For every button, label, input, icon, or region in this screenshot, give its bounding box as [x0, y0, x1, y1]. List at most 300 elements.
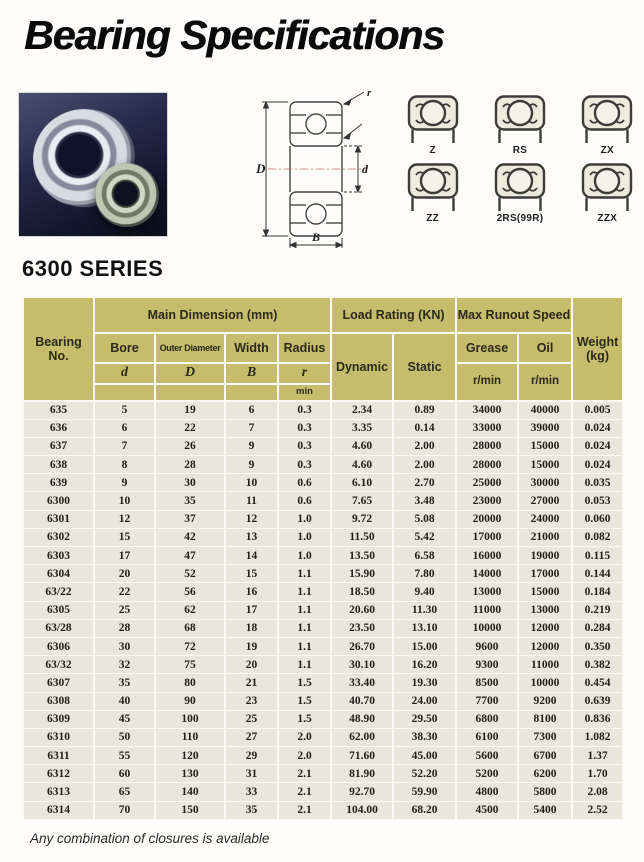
table-cell: 1.0	[278, 528, 331, 546]
symbol-bore: d	[94, 363, 155, 384]
table-cell: 0.639	[572, 692, 623, 710]
table-cell: 1.37	[572, 747, 623, 765]
table-cell: 0.219	[572, 601, 623, 619]
table-cell: 0.053	[572, 492, 623, 510]
table-cell: 10	[225, 474, 278, 492]
table-cell: 6314	[23, 801, 94, 819]
table-cell: 9.40	[393, 583, 456, 601]
table-cell: 6100	[456, 728, 518, 746]
table-cell: 6307	[23, 674, 94, 692]
table-cell: 12	[225, 510, 278, 528]
table-body	[23, 401, 623, 819]
table-cell: 55	[94, 747, 155, 765]
table-row	[23, 710, 623, 728]
table-cell: 13.10	[393, 619, 456, 637]
table-cell: 1.0	[278, 547, 331, 565]
table-cell: 26	[155, 437, 225, 455]
table-cell: 17000	[518, 565, 572, 583]
table-cell: 140	[155, 783, 225, 801]
table-cell: 75	[155, 656, 225, 674]
table-cell: 0.184	[572, 583, 623, 601]
table-cell: 6306	[23, 637, 94, 655]
table-cell: 9	[225, 456, 278, 474]
table-cell: 6310	[23, 728, 94, 746]
table-cell: 63/22	[23, 583, 94, 601]
table-cell: 20000	[456, 510, 518, 528]
table-cell: 23.50	[331, 619, 393, 637]
table-cell: 20.60	[331, 601, 393, 619]
footnote: Any combination of closures is available	[30, 831, 270, 846]
table-row	[23, 619, 623, 637]
table-cell: 20	[225, 656, 278, 674]
table-cell: 100	[155, 710, 225, 728]
table-row	[23, 565, 623, 583]
table-cell: 2.00	[393, 437, 456, 455]
table-cell: 11000	[456, 601, 518, 619]
table-cell: 12	[94, 510, 155, 528]
table-cell: 33000	[456, 419, 518, 437]
table-cell: 1.1	[278, 601, 331, 619]
table-cell: 635	[23, 401, 94, 419]
closure-label: 2RS(99R)	[496, 213, 544, 224]
table-row	[23, 528, 623, 546]
table-cell: 0.3	[278, 437, 331, 455]
table-cell: 19000	[518, 547, 572, 565]
table-cell: 12000	[518, 619, 572, 637]
closure-bearing-icon	[492, 94, 548, 144]
table-cell: 29	[225, 747, 278, 765]
table-cell: 34000	[456, 401, 518, 419]
closure-type-zzx	[573, 162, 642, 224]
table-cell: 30000	[518, 474, 572, 492]
closure-bearing-icon	[492, 162, 548, 212]
table-cell: 5600	[456, 747, 518, 765]
table-cell: 4800	[456, 783, 518, 801]
label-width: B	[312, 230, 321, 244]
table-cell: 0.89	[393, 401, 456, 419]
table-cell: 6302	[23, 528, 94, 546]
closure-bearing-icon	[579, 94, 635, 144]
table-cell: 6.10	[331, 474, 393, 492]
table-cell: 16.20	[393, 656, 456, 674]
table-cell: 21000	[518, 528, 572, 546]
table-cell: 80	[155, 674, 225, 692]
table-cell: 4500	[456, 801, 518, 819]
table-cell: 35	[94, 674, 155, 692]
table-cell: 636	[23, 419, 94, 437]
table-row	[23, 437, 623, 455]
table-cell: 7	[94, 437, 155, 455]
table-cell: 150	[155, 801, 225, 819]
table-cell: 1.1	[278, 583, 331, 601]
table-cell: 10000	[456, 619, 518, 637]
table-cell: 40.70	[331, 692, 393, 710]
table-cell: 6312	[23, 765, 94, 783]
table-cell: 13000	[456, 583, 518, 601]
table-cell: 6308	[23, 692, 94, 710]
table-cell: 0.024	[572, 419, 623, 437]
table-cell: 48.90	[331, 710, 393, 728]
table-cell: 32	[94, 656, 155, 674]
empty-header-cell	[155, 384, 225, 401]
closure-type-z	[398, 94, 467, 156]
table-cell: 2.34	[331, 401, 393, 419]
group-header-main-dimension: Main Dimension (mm)	[94, 297, 331, 333]
table-row	[23, 747, 623, 765]
table-cell: 0.060	[572, 510, 623, 528]
table-cell: 15000	[518, 456, 572, 474]
table-cell: 15.00	[393, 637, 456, 655]
table-cell: 8500	[456, 674, 518, 692]
table-cell: 15000	[518, 583, 572, 601]
table-row	[23, 456, 623, 474]
table-cell: 0.454	[572, 674, 623, 692]
table-cell: 0.115	[572, 547, 623, 565]
table-cell: 0.382	[572, 656, 623, 674]
table-row	[23, 765, 623, 783]
table-cell: 7.65	[331, 492, 393, 510]
table-cell: 15000	[518, 437, 572, 455]
table-cell: 1.1	[278, 637, 331, 655]
col-header-width: Width	[225, 333, 278, 363]
table-cell: 5400	[518, 801, 572, 819]
table-cell: 14	[225, 547, 278, 565]
table-cell: 26.70	[331, 637, 393, 655]
table-cell: 23	[225, 692, 278, 710]
table-cell: 0.024	[572, 456, 623, 474]
page-title: Bearing Specifications	[24, 12, 445, 58]
table-cell: 0.3	[278, 419, 331, 437]
table-cell: 30	[155, 474, 225, 492]
table-cell: 6300	[23, 492, 94, 510]
table-cell: 40000	[518, 401, 572, 419]
table-cell: 35	[155, 492, 225, 510]
table-cell: 1.70	[572, 765, 623, 783]
table-cell: 0.836	[572, 710, 623, 728]
table-cell: 0.3	[278, 456, 331, 474]
table-cell: 0.14	[393, 419, 456, 437]
table-cell: 9600	[456, 637, 518, 655]
col-header-dynamic: Dynamic	[331, 333, 393, 401]
table-cell: 63/32	[23, 656, 94, 674]
table-cell: 45	[94, 710, 155, 728]
col-header-bearing-no: Bearing No.	[23, 297, 94, 401]
table-cell: 2.1	[278, 801, 331, 819]
table-cell: 13	[225, 528, 278, 546]
table-row	[23, 510, 623, 528]
symbol-width: B	[225, 363, 278, 384]
table-cell: 59.90	[393, 783, 456, 801]
table-cell: 15	[94, 528, 155, 546]
table-cell: 6304	[23, 565, 94, 583]
table-cell: 0.005	[572, 401, 623, 419]
closure-types-grid	[398, 94, 642, 224]
closure-label: Z	[429, 145, 436, 156]
closure-type-zx	[573, 94, 642, 156]
table-cell: 9	[94, 474, 155, 492]
table-cell: 0.3	[278, 401, 331, 419]
radius-min-label: min	[278, 384, 331, 401]
closure-label: ZX	[600, 145, 615, 156]
table-cell: 11.50	[331, 528, 393, 546]
table-row	[23, 692, 623, 710]
table-cell: 10000	[518, 674, 572, 692]
table-row	[23, 783, 623, 801]
table-cell: 6305	[23, 601, 94, 619]
small-bearing-image	[95, 163, 159, 227]
table-header	[23, 297, 623, 401]
closure-type-rs	[485, 94, 554, 156]
table-cell: 6200	[518, 765, 572, 783]
table-cell: 38.30	[393, 728, 456, 746]
table-cell: 104.00	[331, 801, 393, 819]
table-cell: 70	[94, 801, 155, 819]
table-cell: 52	[155, 565, 225, 583]
table-row	[23, 656, 623, 674]
col-header-outer-diameter: Outer Diameter	[155, 333, 225, 363]
table-row	[23, 419, 623, 437]
table-cell: 22	[94, 583, 155, 601]
table-cell: 0.035	[572, 474, 623, 492]
table-cell: 72	[155, 637, 225, 655]
table-cell: 6313	[23, 783, 94, 801]
table-cell: 15	[225, 565, 278, 583]
closure-type-zz	[398, 162, 467, 224]
table-cell: 2.08	[572, 783, 623, 801]
col-header-radius: Radius	[278, 333, 331, 363]
table-cell: 17	[94, 547, 155, 565]
table-cell: 0.024	[572, 437, 623, 455]
table-cell: 22	[155, 419, 225, 437]
table-cell: 3.48	[393, 492, 456, 510]
empty-header-cell	[94, 384, 155, 401]
table-cell: 638	[23, 456, 94, 474]
table-cell: 35	[225, 801, 278, 819]
col-header-weight: Weight (kg)	[572, 297, 623, 401]
table-cell: 8100	[518, 710, 572, 728]
table-cell: 20	[94, 565, 155, 583]
table-cell: 6.58	[393, 547, 456, 565]
bottom-ball	[306, 204, 326, 224]
table-cell: 31	[225, 765, 278, 783]
table-cell: 68.20	[393, 801, 456, 819]
table-cell: 8	[94, 456, 155, 474]
bearing-spec-table	[22, 296, 624, 820]
table-cell: 6311	[23, 747, 94, 765]
table-cell: 65	[94, 783, 155, 801]
table-cell: 13.50	[331, 547, 393, 565]
table-cell: 639	[23, 474, 94, 492]
table-cell: 50	[94, 728, 155, 746]
empty-header-cell	[225, 384, 278, 401]
closure-label: ZZ	[426, 213, 440, 224]
closure-bearing-icon	[405, 94, 461, 144]
table-cell: 19	[155, 401, 225, 419]
table-cell: 1.082	[572, 728, 623, 746]
table-cell: 6309	[23, 710, 94, 728]
table-cell: 5800	[518, 783, 572, 801]
table-row	[23, 401, 623, 419]
table-cell: 2.0	[278, 747, 331, 765]
table-cell: 5200	[456, 765, 518, 783]
table-cell: 11000	[518, 656, 572, 674]
table-cell: 62	[155, 601, 225, 619]
table-cell: 81.90	[331, 765, 393, 783]
table-cell: 6700	[518, 747, 572, 765]
top-ball	[306, 114, 326, 134]
table-cell: 1.5	[278, 710, 331, 728]
table-cell: 9	[225, 437, 278, 455]
table-cell: 1.1	[278, 565, 331, 583]
closure-type-2rs-99r-	[485, 162, 554, 224]
closure-bearing-icon	[405, 162, 461, 212]
table-row	[23, 547, 623, 565]
table-row	[23, 601, 623, 619]
table-cell: 6303	[23, 547, 94, 565]
table-cell: 7700	[456, 692, 518, 710]
table-cell: 92.70	[331, 783, 393, 801]
symbol-outer-diameter: D	[155, 363, 225, 384]
table-cell: 2.70	[393, 474, 456, 492]
table-cell: 1.1	[278, 619, 331, 637]
table-cell: 0.6	[278, 492, 331, 510]
closure-label: RS	[512, 145, 528, 156]
top-race-outline	[290, 102, 342, 146]
label-outer-diameter: D	[256, 161, 266, 176]
unit-grease-rpm: r/min	[456, 363, 518, 401]
col-header-oil: Oil	[518, 333, 572, 363]
table-cell: 37	[155, 510, 225, 528]
table-cell: 28	[155, 456, 225, 474]
col-header-bore: Bore	[94, 333, 155, 363]
table-cell: 23000	[456, 492, 518, 510]
table-row	[23, 728, 623, 746]
closure-label: ZZX	[597, 213, 618, 224]
table-cell: 40	[94, 692, 155, 710]
table-cell: 42	[155, 528, 225, 546]
table-cell: 110	[155, 728, 225, 746]
table-cell: 4.60	[331, 456, 393, 474]
table-cell: 5.08	[393, 510, 456, 528]
table-cell: 6301	[23, 510, 94, 528]
table-cell: 0.144	[572, 565, 623, 583]
table-cell: 9.72	[331, 510, 393, 528]
table-cell: 1.0	[278, 510, 331, 528]
table-cell: 68	[155, 619, 225, 637]
symbol-radius: r	[278, 363, 331, 384]
table-cell: 24.00	[393, 692, 456, 710]
col-header-grease: Grease	[456, 333, 518, 363]
table-row	[23, 583, 623, 601]
table-cell: 0.350	[572, 637, 623, 655]
group-header-load-rating: Load Rating (KN)	[331, 297, 456, 333]
bearing-photo	[18, 92, 168, 237]
table-cell: 18.50	[331, 583, 393, 601]
table-cell: 6	[94, 419, 155, 437]
table-cell: 30.10	[331, 656, 393, 674]
table-cell: 25	[94, 601, 155, 619]
table-cell: 2.0	[278, 728, 331, 746]
table-cell: 130	[155, 765, 225, 783]
table-cell: 47	[155, 547, 225, 565]
closure-bearing-icon	[579, 162, 635, 212]
table-cell: 11	[225, 492, 278, 510]
table-cell: 18	[225, 619, 278, 637]
table-cell: 28	[94, 619, 155, 637]
table-cell: 14000	[456, 565, 518, 583]
table-cell: 19	[225, 637, 278, 655]
table-cell: 16000	[456, 547, 518, 565]
table-cell: 9300	[456, 656, 518, 674]
table-cell: 15.90	[331, 565, 393, 583]
table-cell: 30	[94, 637, 155, 655]
table-cell: 0.082	[572, 528, 623, 546]
table-cell: 19.30	[393, 674, 456, 692]
table-cell: 39000	[518, 419, 572, 437]
table-cell: 60	[94, 765, 155, 783]
table-cell: 0.6	[278, 474, 331, 492]
table-cell: 2.52	[572, 801, 623, 819]
bearing-cross-section-diagram	[232, 88, 400, 252]
table-cell: 27000	[518, 492, 572, 510]
table-cell: 56	[155, 583, 225, 601]
table-cell: 71.60	[331, 747, 393, 765]
table-cell: 63/28	[23, 619, 94, 637]
table-cell: 2.1	[278, 783, 331, 801]
table-cell: 24000	[518, 510, 572, 528]
table-cell: 5.42	[393, 528, 456, 546]
table-row	[23, 492, 623, 510]
table-row	[23, 474, 623, 492]
table-cell: 6800	[456, 710, 518, 728]
table-cell: 7300	[518, 728, 572, 746]
col-header-static: Static	[393, 333, 456, 401]
table-cell: 17000	[456, 528, 518, 546]
table-cell: 62.00	[331, 728, 393, 746]
table-cell: 52.20	[393, 765, 456, 783]
table-cell: 33.40	[331, 674, 393, 692]
table-cell: 2.1	[278, 765, 331, 783]
table-row	[23, 637, 623, 655]
table-cell: 17	[225, 601, 278, 619]
table-cell: 637	[23, 437, 94, 455]
table-cell: 6	[225, 401, 278, 419]
table-cell: 12000	[518, 637, 572, 655]
table-cell: 25	[225, 710, 278, 728]
table-cell: 28000	[456, 437, 518, 455]
table-row	[23, 674, 623, 692]
table-cell: 29.50	[393, 710, 456, 728]
table-cell: 21	[225, 674, 278, 692]
table-cell: 33	[225, 783, 278, 801]
table-cell: 25000	[456, 474, 518, 492]
table-cell: 27	[225, 728, 278, 746]
table-cell: 7	[225, 419, 278, 437]
table-cell: 11.30	[393, 601, 456, 619]
table-cell: 0.284	[572, 619, 623, 637]
label-bore: d	[362, 162, 368, 176]
table-cell: 1.1	[278, 656, 331, 674]
unit-oil-rpm: r/min	[518, 363, 572, 401]
table-cell: 7.80	[393, 565, 456, 583]
table-cell: 4.60	[331, 437, 393, 455]
table-cell: 28000	[456, 456, 518, 474]
table-cell: 120	[155, 747, 225, 765]
table-cell: 13000	[518, 601, 572, 619]
table-cell: 2.00	[393, 456, 456, 474]
table-cell: 3.35	[331, 419, 393, 437]
table-row	[23, 801, 623, 819]
